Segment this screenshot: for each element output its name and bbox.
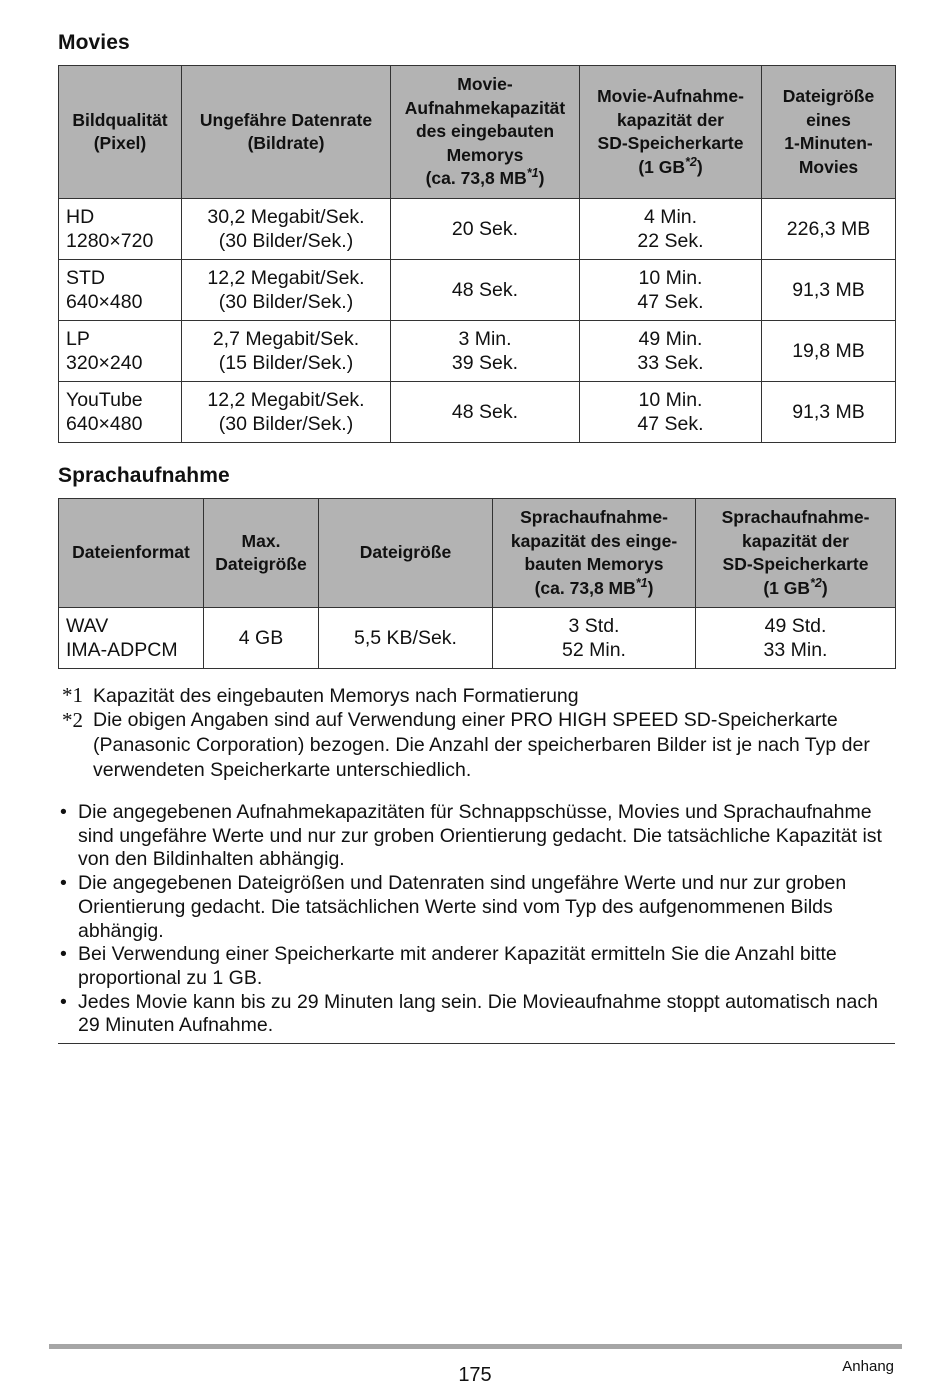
header-max-file-size: Max. Dateigröße (204, 499, 319, 608)
cell-file-size: 91,3 MB (762, 382, 896, 443)
table-row (59, 260, 896, 321)
bullet-icon: • (60, 943, 67, 966)
list-item: • Jedes Movie kann bis zu 29 Minuten lang sein. Die Movieaufnahme stoppt automatisch nach 29 Minuten Aufnahme. (60, 990, 878, 1037)
header-internal-memory-capacity: Movie- Aufnahmekapazität des eingebauten Memorys (ca. 73,8 MB$^{*1}$) (391, 66, 580, 199)
footnote-ref-1: *1 (526, 166, 539, 181)
cell-format: WAV IMA-ADPCM (59, 608, 204, 669)
cell-sd-capacity: 4 Min. 22 Sek. (580, 199, 762, 260)
list-item: • Die angegebenen Dateigrößen und Datenraten sind ungefähre Werte und nur zur groben Orientierung gedacht. Die tatsächlichen Werte sind vom Typ des aufgenommenen Bilds abhängig. (60, 872, 847, 942)
cell-internal-capacity: 48 Sek. (391, 382, 580, 443)
header-sd-card-capacity: Movie-Aufnahme- kapazität der SD-Speicherkarte (1 GB$^{*2}$) (580, 66, 762, 199)
cell-sd-capacity: 10 Min. 47 Sek. (580, 260, 762, 321)
table-row (59, 382, 896, 443)
list-item: • Die angegebenen Aufnahmekapazitäten für Schnappschüsse, Movies und Sprachaufnahme sind ungefähre Werte und nur zur groben Orientierung gedacht. Die tatsächliche Kapazität ist von den Bildinhalten abhängig. (60, 801, 882, 871)
list-item: • Bei Verwendung einer Speicherkarte mit anderer Kapazität ermitteln Sie die Anzahl bitte proportional zu 1 GB. (60, 943, 837, 989)
header-internal-memory-capacity: Sprachaufnahme- kapazität des einge- bauten Memorys (ca. 73,8 MB$^{*1}$) (493, 499, 696, 608)
page-number: 175 (458, 1364, 492, 1383)
cell-internal-capacity: 3 Std. 52 Min. (493, 608, 696, 669)
footnote-ref-1: *1 (635, 575, 648, 590)
cell-data-rate: 30,2 Megabit/Sek. (30 Bilder/Sek.) (182, 199, 391, 260)
cell-data-rate: 12,2 Megabit/Sek. (30 Bilder/Sek.) (182, 260, 391, 321)
footnote-ref-2: *2 (810, 575, 822, 590)
footer-bar (49, 1344, 902, 1349)
footnote-ref-2: *2 (685, 154, 697, 169)
movies-table (58, 65, 896, 443)
cell-quality: STD 640×480 (59, 260, 182, 321)
voice-recording-heading: Sprachaufnahme (58, 464, 230, 487)
header-sd-card-capacity: Sprachaufnahme- kapazität der SD-Speicherkarte (1 GB$^{*2}$) (696, 499, 896, 608)
footnote-2 (62, 708, 902, 783)
cell-sd-capacity: 49 Min. 33 Sek. (580, 321, 762, 382)
footnote-text: Kapazität des eingebauten Memorys nach Formatierung (93, 685, 579, 707)
cell-quality: YouTube 640×480 (59, 382, 182, 443)
voice-header-row (59, 499, 896, 608)
movies-header-row (59, 66, 896, 199)
header-file-size: Dateigröße (319, 499, 493, 608)
table-row (59, 608, 896, 669)
header-file-format: Dateienformat (59, 499, 204, 608)
cell-sd-capacity: 10 Min. 47 Sek. (580, 382, 762, 443)
cell-file-size: 226,3 MB (762, 199, 896, 260)
bullet-icon: • (60, 801, 67, 823)
footnote-mark: *1 (62, 683, 83, 707)
cell-file-size: 91,3 MB (762, 260, 896, 321)
section-divider (58, 1043, 895, 1044)
cell-file-size: 5,5 KB/Sek. (319, 608, 493, 669)
footnote-mark: *2 (62, 708, 83, 732)
cell-sd-capacity: 49 Std. 33 Min. (696, 608, 896, 669)
cell-data-rate: 12,2 Megabit/Sek. (30 Bilder/Sek.) (182, 382, 391, 443)
header-file-size-per-minute: Dateigröße eines 1-Minuten- Movies (762, 66, 896, 199)
cell-max-size: 4 GB (204, 608, 319, 669)
footnote-text: Die obigen Angaben sind auf Verwendung einer PRO HIGH SPEED SD-Speicherkarte (Panasonic Corporation) bezogen. Die Anzahl der speicherbaren Bilder ist je nach Typ der verwendeten Speicherkarte unterschiedlich. (93, 709, 870, 781)
bullet-icon: • (60, 872, 67, 895)
header-image-quality: Bildqualität (Pixel) (59, 66, 182, 199)
section-name: Anhang (842, 1358, 894, 1375)
cell-internal-capacity: 48 Sek. (391, 260, 580, 321)
cell-internal-capacity: 3 Min. 39 Sek. (391, 321, 580, 382)
table-row (59, 321, 896, 382)
header-data-rate: Ungefähre Datenrate (Bildrate) (182, 66, 391, 199)
cell-quality: LP 320×240 (59, 321, 182, 382)
voice-recording-table (58, 498, 896, 669)
cell-internal-capacity: 20 Sek. (391, 199, 580, 260)
movies-heading: Movies (58, 31, 130, 54)
notes-list (60, 801, 898, 1038)
footnote-1 (62, 683, 902, 709)
table-row (59, 199, 896, 260)
bullet-icon: • (60, 990, 67, 1013)
cell-file-size: 19,8 MB (762, 321, 896, 382)
cell-quality: HD 1280×720 (59, 199, 182, 260)
cell-data-rate: 2,7 Megabit/Sek. (15 Bilder/Sek.) (182, 321, 391, 382)
